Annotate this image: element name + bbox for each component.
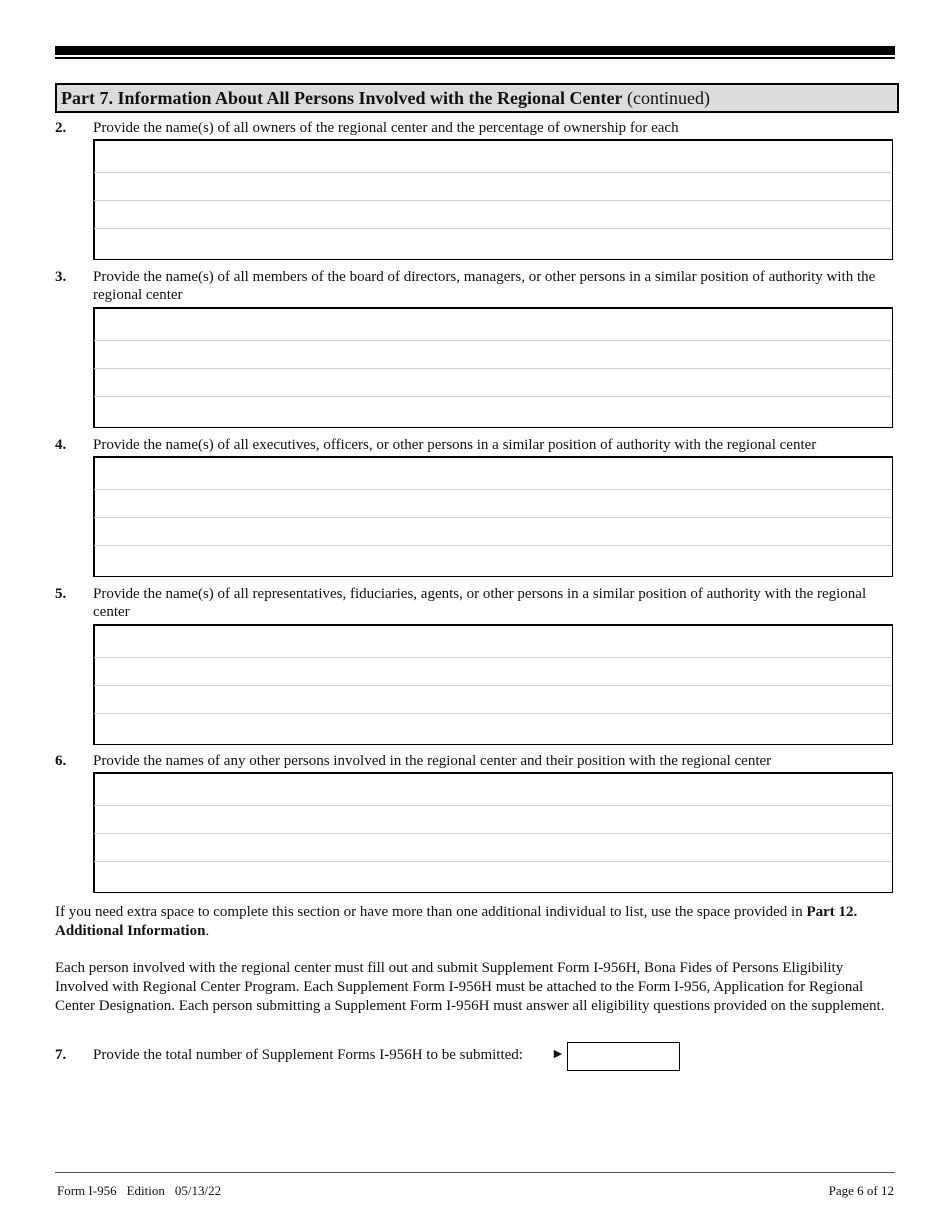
text-line[interactable] (94, 713, 892, 744)
footer-form-info (57, 1183, 221, 1199)
part-title: Part 7. Information About All Persons Involved with the Regional Center (61, 88, 623, 108)
text-line[interactable] (94, 657, 892, 685)
question-3 (55, 268, 895, 304)
text-line[interactable] (94, 489, 892, 517)
arrow-right-icon: ► (551, 1047, 565, 1062)
text-line[interactable] (94, 368, 892, 396)
question-text: Provide the name(s) of all owners of the regional center and the percentage of ownership for each (93, 120, 679, 136)
question-2 (55, 119, 895, 137)
executives-field[interactable] (93, 456, 893, 577)
part-title-suffix: (continued) (627, 88, 710, 108)
question-number: 4. (55, 437, 67, 453)
text-line[interactable] (94, 861, 892, 892)
other-persons-field[interactable] (93, 772, 893, 893)
question-4 (55, 436, 895, 454)
question-text: Provide the name(s) of all executives, officers, or other persons in a similar position of authority with the regional center (93, 437, 817, 453)
text-line[interactable] (94, 200, 892, 228)
question-7 (55, 1046, 895, 1064)
footer-edition-label: Edition (126, 1183, 165, 1198)
footer-form-name: Form I-956 (57, 1183, 117, 1198)
supplement-count-input[interactable] (567, 1042, 680, 1071)
question-number: 7. (55, 1047, 67, 1063)
note-bold-reference: Part 12. Additional Information (55, 904, 858, 939)
extra-space-note (55, 903, 895, 941)
text-line[interactable] (94, 172, 892, 200)
text-line[interactable] (94, 545, 892, 576)
question-text: Provide the total number of Supplement Forms I-956H to be submitted: (93, 1047, 523, 1063)
board-members-field[interactable] (93, 307, 893, 428)
question-number: 5. (55, 586, 67, 602)
text-line[interactable] (94, 625, 892, 657)
representatives-field[interactable] (93, 624, 893, 745)
question-number: 3. (55, 269, 67, 285)
question-number: 2. (55, 120, 67, 136)
question-text: Provide the name(s) of all representatives, fiduciaries, agents, or other persons in a similar position of authority with the regional center (93, 586, 867, 620)
text-line[interactable] (94, 340, 892, 368)
text-line[interactable] (94, 457, 892, 489)
text-line[interactable] (94, 517, 892, 545)
text-line[interactable] (94, 773, 892, 805)
question-number: 6. (55, 753, 67, 769)
supplement-paragraph: Each person involved with the regional center must fill out and submit Supplement Form I-956H, Bona Fides of Persons Eligibility Involved with Regional Center Program. Each Supplement Form I-956H must be attached to the Form I-956, Application for Regional Center Designation. Each person submitting a Supplement Form I-956H must answer all eligibility questions provided on the supplement. (55, 960, 885, 1014)
top-rule-thin (55, 57, 895, 59)
text-line[interactable] (94, 805, 892, 833)
note-text: If you need extra space to complete this section or have more than one additional individual to list, use the space provided in (55, 904, 807, 920)
part-7-header (55, 83, 899, 113)
text-line[interactable] (94, 396, 892, 427)
question-text: Provide the name(s) of all members of the board of directors, managers, or other persons in a similar position of authority with the regional center (93, 269, 876, 303)
question-6 (55, 752, 895, 770)
footer-edition-date: 05/13/22 (174, 1183, 222, 1198)
top-rule (55, 46, 895, 55)
question-5 (55, 585, 895, 621)
owners-field[interactable] (93, 139, 893, 260)
question-text: Provide the names of any other persons involved in the regional center and their position with the regional center (93, 753, 772, 769)
footer-rule (55, 1172, 895, 1173)
text-line[interactable] (94, 140, 892, 172)
note-end: . (205, 923, 210, 939)
text-line[interactable] (94, 685, 892, 713)
text-line[interactable] (94, 833, 892, 861)
footer-page-number: Page 6 of 12 (828, 1183, 894, 1198)
text-line[interactable] (94, 228, 892, 259)
text-line[interactable] (94, 308, 892, 340)
